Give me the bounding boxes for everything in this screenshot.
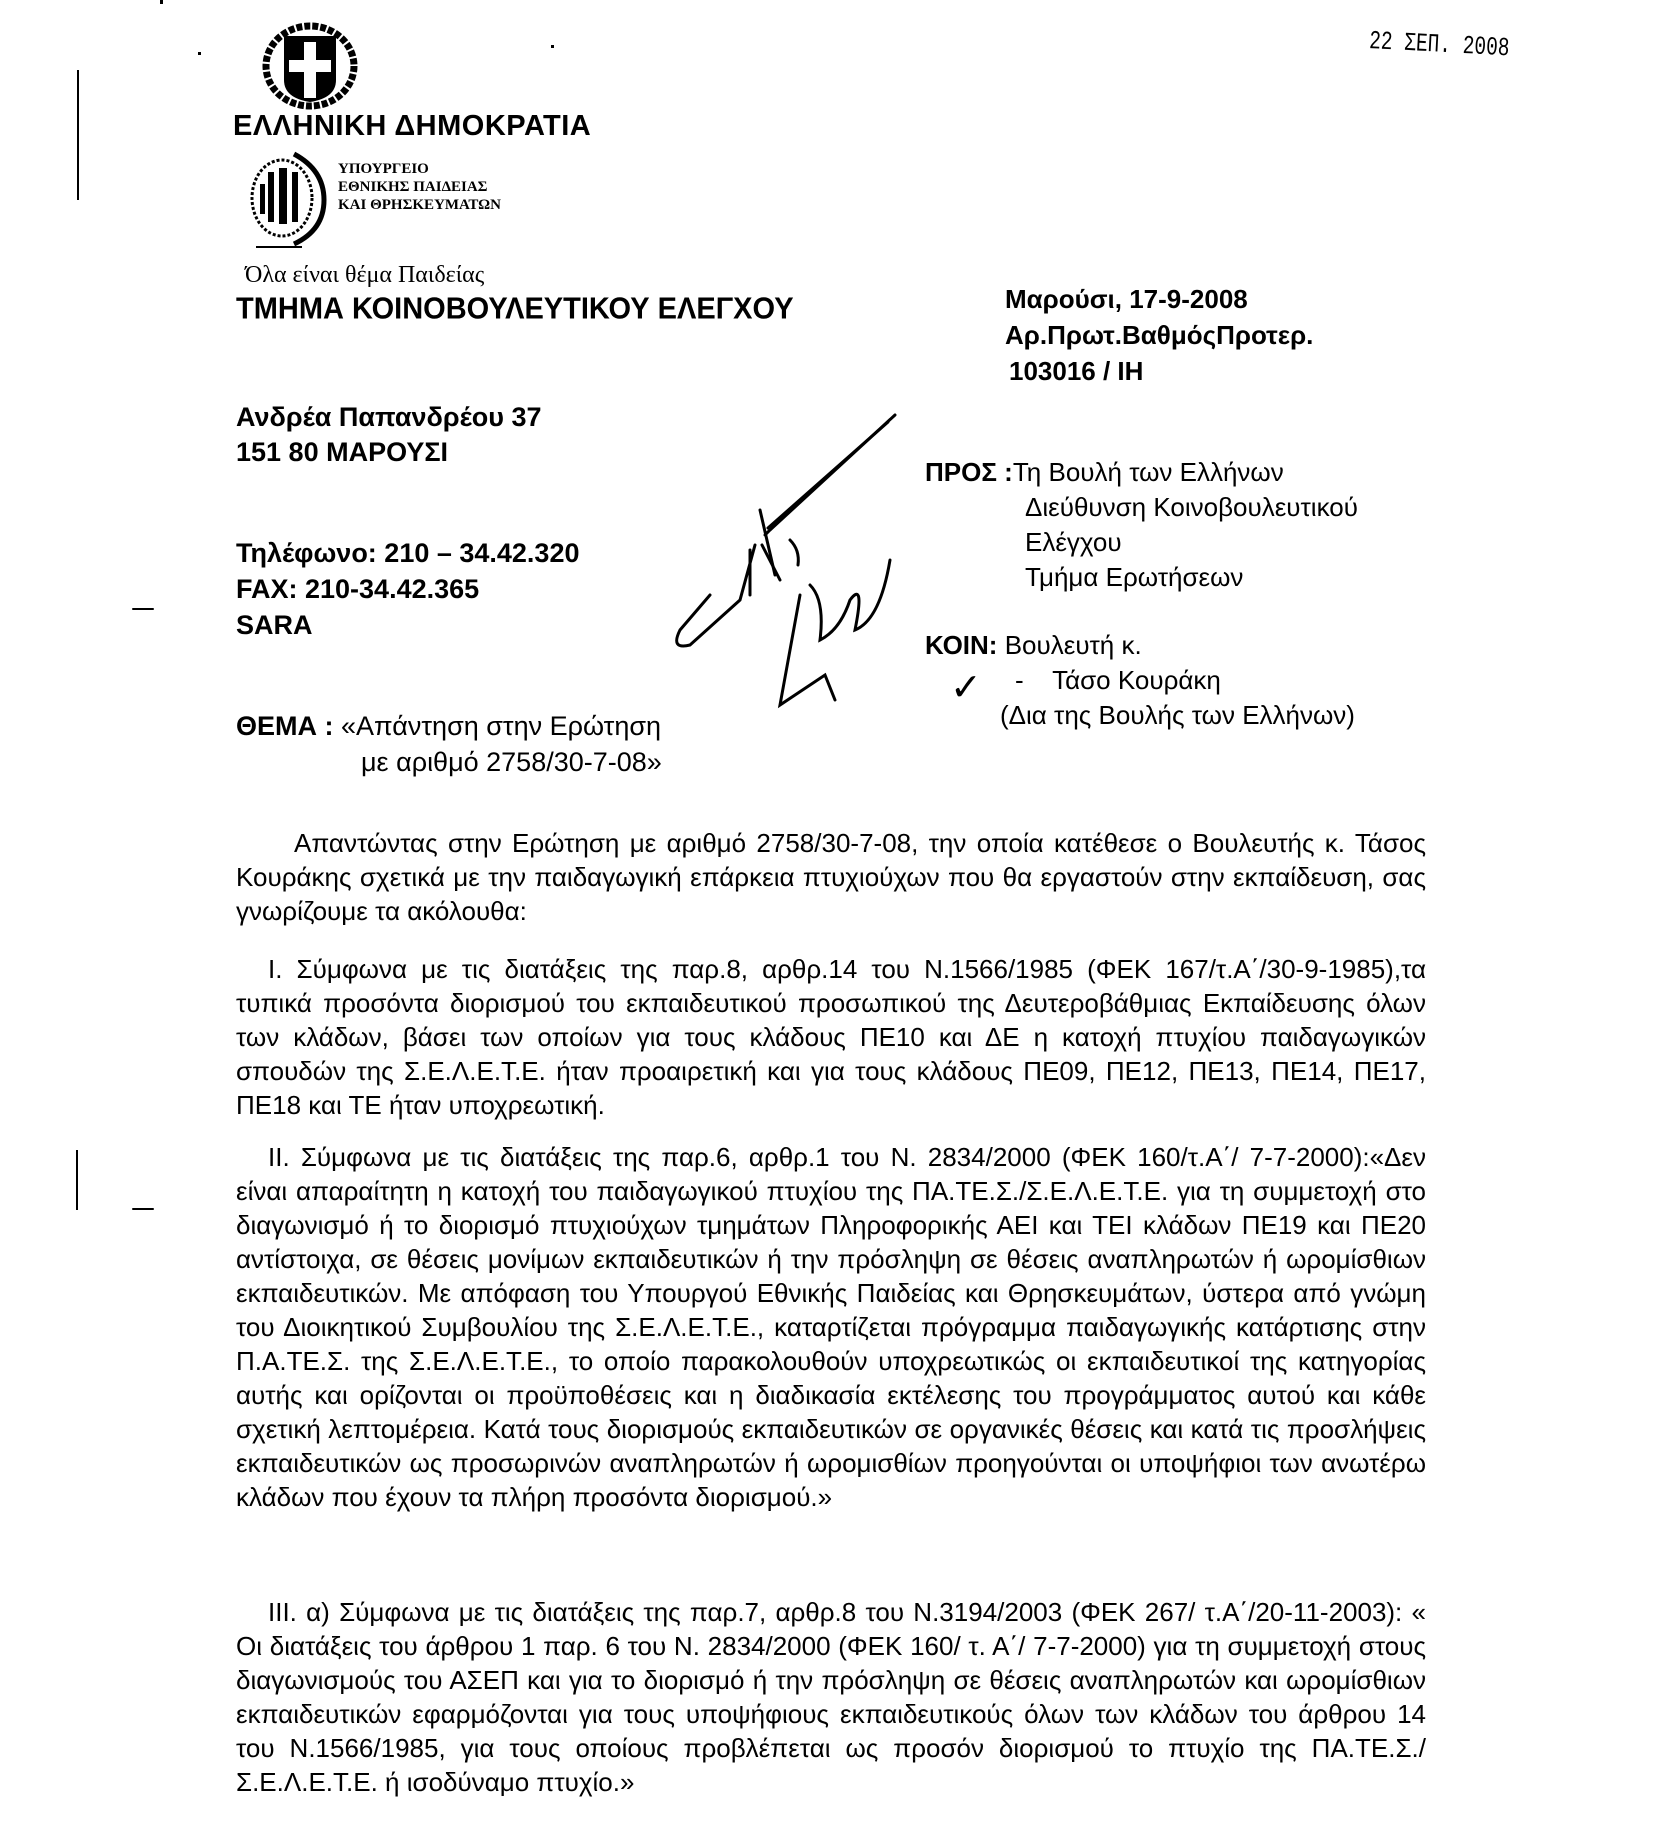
recipient-line: Τμήμα Ερωτήσεων [1025, 562, 1244, 592]
fax: FAX: 210-34.42.365 [236, 574, 480, 604]
cc-line: - Τάσο Κουράκη [1015, 665, 1221, 695]
scan-margin-line [76, 1150, 78, 1210]
ministry-line: ΥΠΟΥΡΓΕΙΟ [338, 161, 429, 177]
phone: Τηλέφωνο: 210 – 34.42.320 [236, 538, 580, 568]
scan-smudge [132, 1208, 154, 1210]
cc-line: Βουλευτή κ. [1004, 630, 1142, 660]
body-paragraph: ΙΙ. Σύμφωνα με τις διατάξεις της παρ.6, αρθρ.1 του Ν. 2834/2000 (ΦΕΚ 160/τ.Α΄/ 7-7-2000):«Δεν είναι απαραίτητη η κατοχή του παιδαγωγικού πτυχίου της ΠΑ.ΤΕ.Σ./Σ.Ε.Λ.Ε.Τ.Ε. για τη συμμετοχή στο διαγωνισμό ή το διορισμό πτυχιούχων τμημάτων Πληροφορικής ΑΕΙ και ΤΕΙ κλάδων ΠΕ19 και ΠΕ20 αντίστοιχα, σε θέσεις μονίμων εκπαιδευτικών ή την πρόσληψη σε θέσεις αναπληρωτών ή ωρομίσθιων εκπαιδευτικών. Με απόφαση του Υπουργού Εθνικής Παιδείας και Θρησκευμάτων, ύστερα από γνώμη του Διοικητικού Συμβουλίου της Σ.Ε.Λ.Ε.Τ.Ε., καταρτίζεται πρόγραμμα παιδαγωγικής κατάρτισης στην Π.Α.ΤΕ.Σ. της Σ.Ε.Λ.Ε.Τ.Ε., το οποίο παρακολουθούν υποχρεωτικώς οι εκπαιδευτικοί της κατηγορίας αυτής και ορίζονται οι προϋποθέσεις και η διαδικασία εκτέλεσης του προγράμματος αυτού και κάθε σχετική λεπτομέρεια. Κατά τους διορισμούς εκπαιδευτικών σε οργανικές θέσεις και κατά τις προσλήψεις εκπαιδευτικών ως προσωρινών αναπληρωτών ή ωρομισθίων προηγούνται οι υποψήφιοι των ανωτέρω κλάδων που έχουν τα πλήρη προσόντα διορισμού.» [236, 1142, 1426, 1512]
recipients-label: ΠΡΟΣ : [925, 457, 1013, 487]
handler-code: SARA [236, 610, 313, 640]
protocol-number: 103016 / ΙΗ [1009, 356, 1144, 386]
body-paragraph: Ι. Σύμφωνα με τις διατάξεις της παρ.8, αρθρ.14 του Ν.1566/1985 (ΦΕΚ 167/τ.Α΄/30-9-1985),τα τυπικά προσόντα διορισμού του εκπαιδευτικού προσωπικού της Δευτεροβάθμιας Εκπαίδευσης όλων των κλάδων, βάσει των οποίων για τους κλάδους ΠΕ10 και ΔΕ η κατοχή πτυχίου παιδαγωγικών σπουδών της Σ.Ε.Λ.Ε.Τ.Ε. ήταν προαιρετική και για τους κλάδους ΠΕ09, ΠΕ12, ΠΕ13, ΠΕ14, ΠΕ17, ΠΕ18 και ΤΕ ήταν υποχρεωτική. [236, 954, 1426, 1120]
recipient-line: Τη Βουλή των Ελλήνων [1012, 457, 1284, 487]
greek-coat-of-arms-icon [262, 22, 358, 110]
subject-line: «Απάντηση στην Ερώτηση [341, 711, 662, 741]
received-date-stamp: 22 ΣΕΠ. 2008 [1368, 26, 1511, 64]
recipient-line: Ελέγχου [1025, 527, 1122, 557]
scan-dot [160, 0, 163, 4]
scan-margin-line [77, 70, 79, 200]
body-intro: Απαντώντας στην Ερώτηση με αριθμό 2758/30-7-08, την οποία κατέθεσε ο Βουλευτής κ. Τάσος Κουράκης σχετικά με την παιδαγωγική επάρκεια πτυχιούχων που θα εργαστούν στην εκπαίδευση, σας γνωρίζουμε τα ακόλουθα: [236, 828, 1426, 926]
ministry-name [338, 160, 501, 214]
cc-label: ΚΟΙΝ: [925, 630, 998, 660]
body-paragraph: ΙΙΙ. α) Σύμφωνα με τις διατάξεις της παρ.7, αρθρ.8 του Ν.3194/2003 (ΦΕΚ 267/ τ.Α΄/20-11-2003): « Οι διατάξεις του άρθρου 1 παρ. 6 του Ν. 2834/2000 (ΦΕΚ 160/ τ. Α΄/ 7-7-2000) για τη συμμετοχή στους διαγωνισμούς του ΑΣΕΠ και για το διορισμό ή την πρόσληψη σε θέσεις αναπληρωτών και ωρομίσθιων εκπαιδευτικών εφαρμόζονται για τους υποψήφιους εκπαιδευτικούς όλων των κλάδων του άρθρου 14 του Ν.1566/1985, για τους οποίους προβλέπεται ως προσόν διορισμού το πτυχίο της ΠΑ.ΤΕ.Σ./Σ.Ε.Λ.Ε.Τ.Ε. ή ισοδύναμο πτυχίο.» [236, 1597, 1426, 1797]
address-city: 151 80 ΜΑΡΟΥΣΙ [236, 437, 449, 467]
scan-dot [551, 45, 554, 48]
handwritten-signature-icon [650, 400, 930, 730]
subject-label: ΘΕΜΑ : [236, 711, 334, 741]
department-heading: ΤΜΗΜΑ ΚΟΙΝΟΒΟΥΛΕΥΤΙΚΟΥ ΕΛΕΓΧΟΥ [236, 292, 794, 326]
protocol-label: Αρ.Πρωτ.ΒαθμόςΠροτερ. [1005, 320, 1314, 350]
republic-heading: ΕΛΛΗΝΙΚΗ ΔΗΜΟΚΡΑΤΙΑ [233, 110, 592, 142]
place-date: Μαρούσι, 17-9-2008 [1005, 284, 1248, 314]
address-street: Ανδρέα Παπανδρέου 37 [236, 402, 542, 432]
ministry-line: ΚΑΙ ΘΡΗΣΚΕΥΜΑΤΩΝ [338, 197, 502, 213]
sender-address [236, 400, 542, 470]
scan-dot [198, 52, 201, 55]
recipient-line: Διεύθυνση Κοινοβουλευτικού [1025, 492, 1358, 522]
ministry-motto: Όλα είναι θέμα Παιδείας [245, 262, 485, 288]
document-meta [1005, 281, 1313, 389]
cc-line: (Δια της Βουλής των Ελλήνων) [1000, 700, 1355, 730]
subject-line: με αριθμό 2758/30-7-08» [361, 747, 662, 777]
cc-block [925, 628, 1355, 733]
scan-smudge [132, 608, 154, 610]
sender-contact [236, 535, 580, 643]
checkmark-icon: ✓ [950, 667, 982, 709]
subject-block [236, 708, 662, 780]
recipients-block [925, 455, 1358, 595]
ministry-seal-icon [246, 150, 328, 248]
ministry-line: ΕΘΝΙΚΗΣ ΠΑΙΔΕΙΑΣ [338, 179, 488, 195]
